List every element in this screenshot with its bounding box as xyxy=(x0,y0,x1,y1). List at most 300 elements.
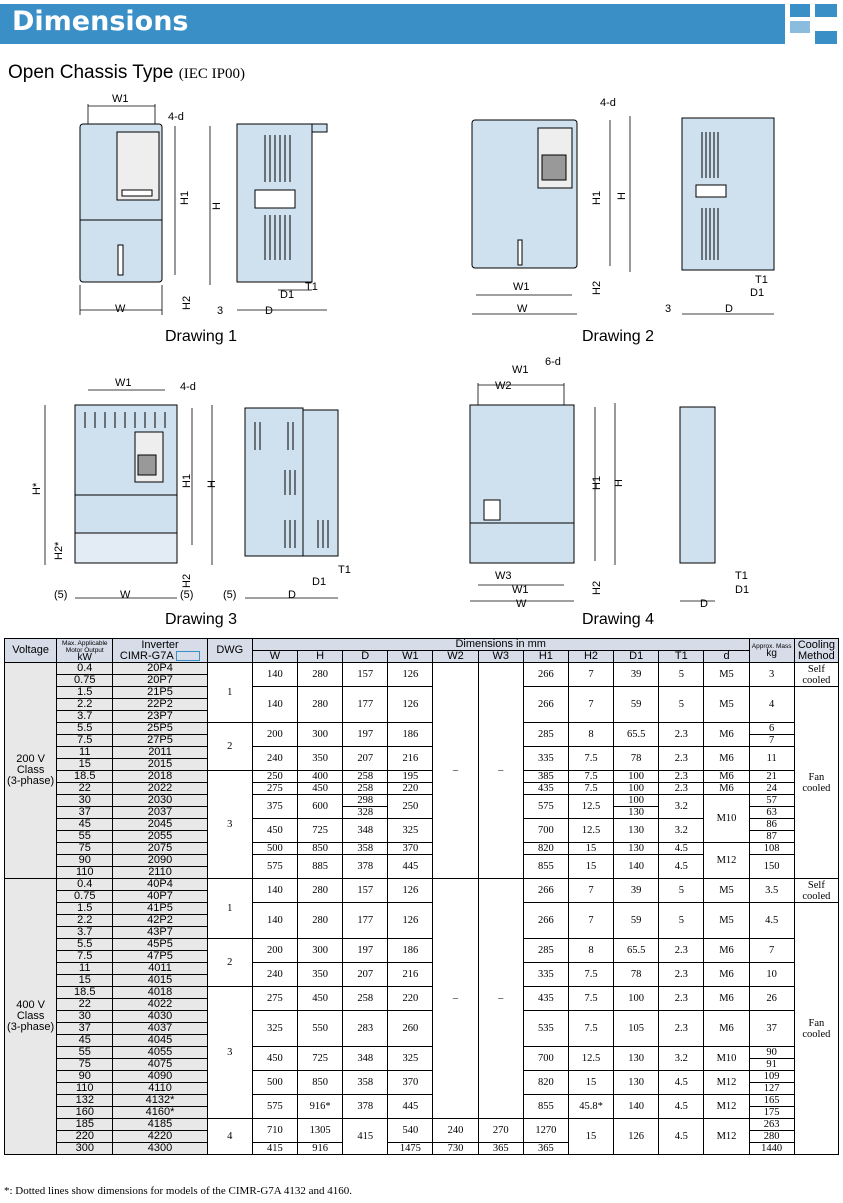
table-cell: 3 xyxy=(749,663,794,687)
table-cell: 140 xyxy=(252,903,297,939)
table-cell: 15 xyxy=(568,1071,613,1095)
table-cell: 325 xyxy=(252,1011,297,1047)
table-cell: 140 xyxy=(252,687,297,723)
model-code: 4300 xyxy=(113,1143,207,1155)
dim-label: H2 xyxy=(591,580,603,595)
motor-kw: 45 xyxy=(57,819,113,831)
table-cell: 550 xyxy=(298,1011,343,1047)
table-cell: 177 xyxy=(343,687,388,723)
dim-label: W xyxy=(115,303,126,315)
drawing-2 xyxy=(450,90,810,320)
model-code: 4160* xyxy=(113,1107,207,1119)
table-cell: 730 xyxy=(433,1143,478,1155)
table-cell: 240 xyxy=(252,963,297,987)
subtitle-iec: (IEC IP00) xyxy=(178,66,245,82)
dwg-number: 1 xyxy=(207,879,252,939)
table-cell: 126 xyxy=(388,687,433,723)
table-cell: 130 xyxy=(614,819,659,843)
table-cell: 435 xyxy=(523,783,568,795)
cooling-method: Self cooled xyxy=(794,879,838,903)
table-cell: 59 xyxy=(614,903,659,939)
table-cell: 385 xyxy=(523,771,568,783)
table-cell: 3.5 xyxy=(749,879,794,903)
model-code: 2030 xyxy=(113,795,207,807)
table-row xyxy=(5,663,839,675)
cooling-method: Fan cooled xyxy=(794,903,838,1155)
table-cell: 5 xyxy=(659,687,704,723)
table-cell: 240 xyxy=(252,747,297,771)
drawing-2-label: Drawing 2 xyxy=(582,328,655,345)
table-cell: 21 xyxy=(749,771,794,783)
table-cell: 7.5 xyxy=(568,783,613,795)
table-cell: 300 xyxy=(298,939,343,963)
model-code: 43P7 xyxy=(113,927,207,939)
th-col: D xyxy=(343,651,388,663)
dim-label: H2 xyxy=(181,573,193,588)
table-cell: 86 xyxy=(749,819,794,831)
dim-label: D1 xyxy=(312,576,327,588)
table-cell: 2.3 xyxy=(659,783,704,795)
table-cell: 6 xyxy=(749,723,794,735)
table-cell: M10 xyxy=(704,795,749,843)
table-cell: 300 xyxy=(298,723,343,747)
table-cell: 260 xyxy=(388,1011,433,1047)
table-cell: 575 xyxy=(252,855,297,879)
dim-label: D1 xyxy=(280,289,295,301)
table-cell: 328 xyxy=(343,807,388,819)
model-code: 27P5 xyxy=(113,735,207,747)
model-code: 2022 xyxy=(113,783,207,795)
table-cell: 65.5 xyxy=(614,723,659,747)
table-cell: M6 xyxy=(704,723,749,747)
table-cell: 5 xyxy=(659,879,704,903)
table-cell: 350 xyxy=(298,747,343,771)
table-cell: 435 xyxy=(523,987,568,1011)
table-cell: 7 xyxy=(568,879,613,903)
table-cell: 37 xyxy=(749,1011,794,1047)
motor-kw: 185 xyxy=(57,1119,113,1131)
table-cell: 177 xyxy=(343,903,388,939)
table-cell: 39 xyxy=(614,663,659,687)
table-cell: 325 xyxy=(388,1047,433,1071)
table-cell: M5 xyxy=(704,903,749,939)
motor-kw: 2.2 xyxy=(57,699,113,711)
table-cell: M6 xyxy=(704,747,749,771)
table-cell: 65.5 xyxy=(614,939,659,963)
table-cell: 378 xyxy=(343,1095,388,1119)
dimensions-table-wrap xyxy=(4,638,839,1155)
w3-dash: – xyxy=(478,663,523,879)
table-cell: 140 xyxy=(252,663,297,687)
motor-kw: 300 xyxy=(57,1143,113,1155)
table-cell: 108 xyxy=(749,843,794,855)
table-row xyxy=(5,747,839,759)
dim-label: D xyxy=(265,305,273,317)
table-cell: 4.5 xyxy=(749,903,794,939)
dwg-number: 2 xyxy=(207,723,252,771)
table-cell: 540 xyxy=(388,1119,433,1143)
table-cell: 285 xyxy=(523,723,568,747)
table-cell: 335 xyxy=(523,747,568,771)
cooling-method: Fan cooled xyxy=(794,687,838,879)
table-cell: 15 xyxy=(568,1119,613,1155)
table-cell: 78 xyxy=(614,747,659,771)
motor-kw: 0.75 xyxy=(57,675,113,687)
table-cell: 358 xyxy=(343,843,388,855)
voltage-class: 400 V Class (3-phase) xyxy=(5,879,57,1155)
table-row xyxy=(5,1011,839,1023)
th-cooling: Cooling Method xyxy=(794,639,838,663)
table-cell: M5 xyxy=(704,879,749,903)
table-cell: 57 xyxy=(749,795,794,807)
table-cell: 850 xyxy=(298,843,343,855)
table-cell: 335 xyxy=(523,963,568,987)
table-row xyxy=(5,783,839,795)
page-header xyxy=(0,0,843,46)
table-cell: 157 xyxy=(343,879,388,903)
table-cell: 100 xyxy=(614,795,659,807)
dim-label: T1 xyxy=(338,564,351,576)
table-cell: M5 xyxy=(704,663,749,687)
model-code: 2075 xyxy=(113,843,207,855)
motor-kw: 5.5 xyxy=(57,723,113,735)
motor-kw: 55 xyxy=(57,1047,113,1059)
model-code: 21P5 xyxy=(113,687,207,699)
table-cell: 298 xyxy=(343,795,388,807)
dim-label: T1 xyxy=(305,281,318,293)
table-cell: 4.5 xyxy=(659,1071,704,1095)
table-cell: M5 xyxy=(704,687,749,723)
table-cell: 186 xyxy=(388,723,433,747)
drawing-1-label: Drawing 1 xyxy=(165,328,238,345)
table-cell: 7 xyxy=(749,939,794,963)
table-cell: 7.5 xyxy=(568,963,613,987)
model-code: 4185 xyxy=(113,1119,207,1131)
table-row xyxy=(5,687,839,699)
dim-label: 4-d xyxy=(600,97,616,109)
table-cell: 195 xyxy=(388,771,433,783)
model-code: 4018 xyxy=(113,987,207,999)
table-cell: M12 xyxy=(704,1071,749,1095)
dwg-number: 4 xyxy=(207,1119,252,1155)
table-cell: 415 xyxy=(343,1119,388,1155)
dim-label: W1 xyxy=(512,364,529,376)
table-cell: 140 xyxy=(252,879,297,903)
side-panel-b xyxy=(303,410,338,556)
model-code: 20P7 xyxy=(113,675,207,687)
model-code: 2011 xyxy=(113,747,207,759)
table-cell: 127 xyxy=(749,1083,794,1095)
table-cell: 7.5 xyxy=(568,747,613,771)
w2-dash: – xyxy=(433,663,478,879)
model-code: 42P2 xyxy=(113,915,207,927)
side-panel-a xyxy=(245,408,303,556)
table-cell: M10 xyxy=(704,1047,749,1071)
dim-label: H1 xyxy=(591,190,603,205)
motor-kw: 15 xyxy=(57,975,113,987)
table-cell: 126 xyxy=(614,1119,659,1155)
dim-label: H xyxy=(206,480,218,488)
table-cell: 165 xyxy=(749,1095,794,1107)
table-cell: M6 xyxy=(704,771,749,783)
table-cell: 126 xyxy=(388,663,433,687)
table-cell: 2.3 xyxy=(659,987,704,1011)
motor-kw: 37 xyxy=(57,1023,113,1035)
th-col: H2 xyxy=(568,651,613,663)
table-cell: 197 xyxy=(343,939,388,963)
th-col: W3 xyxy=(478,651,523,663)
dim-label: H xyxy=(613,479,625,487)
motor-kw: 220 xyxy=(57,1131,113,1143)
dim-label: 4-d xyxy=(180,381,196,393)
table-cell: 500 xyxy=(252,843,297,855)
dwg-number: 1 xyxy=(207,663,252,723)
table-row xyxy=(5,1047,839,1059)
table-cell: 1305 xyxy=(298,1119,343,1143)
table-cell: 700 xyxy=(523,819,568,843)
table-cell: 575 xyxy=(252,1095,297,1119)
table-cell: 7 xyxy=(749,735,794,747)
table-cell: 90 xyxy=(749,1047,794,1059)
table-cell: 100 xyxy=(614,783,659,795)
table-cell: 126 xyxy=(388,903,433,939)
table-cell: 916 xyxy=(298,1143,343,1155)
table-cell: 283 xyxy=(343,1011,388,1047)
table-cell: 109 xyxy=(749,1071,794,1083)
dim-label: W3 xyxy=(495,570,512,582)
table-cell: 348 xyxy=(343,819,388,843)
model-code: 2055 xyxy=(113,831,207,843)
table-cell: 916* xyxy=(298,1095,343,1119)
table-cell: 130 xyxy=(614,807,659,819)
model-code: 4011 xyxy=(113,963,207,975)
motor-kw: 160 xyxy=(57,1107,113,1119)
table-cell: 7.5 xyxy=(568,1011,613,1047)
dim-label: W1 xyxy=(512,584,529,596)
table-cell: 2.3 xyxy=(659,1011,704,1047)
table-cell: 207 xyxy=(343,963,388,987)
dim-label: H2 xyxy=(181,295,193,310)
dim-label: 3 xyxy=(217,305,224,317)
th-col: H xyxy=(298,651,343,663)
th-col: W xyxy=(252,651,297,663)
table-row xyxy=(5,903,839,915)
table-cell: 266 xyxy=(523,687,568,723)
motor-kw: 7.5 xyxy=(57,735,113,747)
table-cell: 450 xyxy=(298,987,343,1011)
model-code: 2018 xyxy=(113,771,207,783)
table-cell: 39 xyxy=(614,879,659,903)
model-code: 4075 xyxy=(113,1059,207,1071)
table-cell: 12.5 xyxy=(568,819,613,843)
table-cell: 59 xyxy=(614,687,659,723)
table-cell: 78 xyxy=(614,963,659,987)
table-cell: 216 xyxy=(388,963,433,987)
table-cell: 378 xyxy=(343,855,388,879)
model-code: 23P7 xyxy=(113,711,207,723)
deco-square xyxy=(790,4,810,17)
motor-kw: 110 xyxy=(57,867,113,879)
table-cell: 820 xyxy=(523,843,568,855)
dim-label: H2* xyxy=(53,541,65,560)
dim-label: W2 xyxy=(495,380,512,392)
table-cell: M6 xyxy=(704,939,749,963)
table-cell: 450 xyxy=(252,819,297,843)
motor-kw: 11 xyxy=(57,747,113,759)
table-cell: 91 xyxy=(749,1059,794,1071)
table-cell: 126 xyxy=(388,879,433,903)
table-cell: 500 xyxy=(252,1071,297,1095)
table-cell: 885 xyxy=(298,855,343,879)
table-cell: 250 xyxy=(252,771,297,783)
table-cell: 375 xyxy=(252,795,297,819)
table-cell: 216 xyxy=(388,747,433,771)
table-cell: 266 xyxy=(523,903,568,939)
table-row xyxy=(5,771,839,783)
table-cell: 820 xyxy=(523,1071,568,1095)
table-cell: 2.3 xyxy=(659,939,704,963)
motor-kw: 18.5 xyxy=(57,771,113,783)
table-row xyxy=(5,879,839,891)
table-cell: 250 xyxy=(388,795,433,819)
dwg-number: 3 xyxy=(207,987,252,1119)
table-cell: 855 xyxy=(523,1095,568,1119)
dim-label: H1 xyxy=(591,475,603,490)
dim-label: D xyxy=(700,598,708,610)
table-cell: 445 xyxy=(388,1095,433,1119)
cooling-method: Self cooled xyxy=(794,663,838,687)
model-code: 40P4 xyxy=(113,879,207,891)
table-cell: 365 xyxy=(523,1143,568,1155)
th-col: W2 xyxy=(433,651,478,663)
motor-kw: 37 xyxy=(57,807,113,819)
dim-label: (5) xyxy=(54,589,68,601)
motor-kw: 2.2 xyxy=(57,915,113,927)
motor-kw: 0.4 xyxy=(57,663,113,675)
table-cell: 87 xyxy=(749,831,794,843)
model-code: 47P5 xyxy=(113,951,207,963)
table-cell: 130 xyxy=(614,843,659,855)
drawing-3-label: Drawing 3 xyxy=(165,611,238,628)
model-code: 4220 xyxy=(113,1131,207,1143)
th-mass: Approx. Mass kg xyxy=(749,639,794,663)
table-cell: 45.8* xyxy=(568,1095,613,1119)
motor-kw: 132 xyxy=(57,1095,113,1107)
table-cell: 450 xyxy=(252,1047,297,1071)
dim-label: 4-d xyxy=(168,111,184,123)
table-cell: M6 xyxy=(704,987,749,1011)
th-inverter: Inverter CIMR-G7A xyxy=(113,639,207,663)
model-code: 4110 xyxy=(113,1083,207,1095)
table-cell: 10 xyxy=(749,963,794,987)
table-cell: 258 xyxy=(343,987,388,1011)
table-cell: 26 xyxy=(749,987,794,1011)
th-dims: Dimensions in mm xyxy=(252,639,749,651)
model-code: 4030 xyxy=(113,1011,207,1023)
table-row xyxy=(5,795,839,807)
table-cell: 358 xyxy=(343,1071,388,1095)
model-code: 4022 xyxy=(113,999,207,1011)
dim-label: W1 xyxy=(115,377,132,389)
table-cell: 365 xyxy=(478,1143,523,1155)
th-col: H1 xyxy=(523,651,568,663)
table-cell: 140 xyxy=(614,1095,659,1119)
motor-kw: 55 xyxy=(57,831,113,843)
table-cell: 850 xyxy=(298,1071,343,1095)
table-cell: 263 xyxy=(749,1119,794,1131)
table-cell: 3.2 xyxy=(659,795,704,819)
table-cell: 600 xyxy=(298,795,343,819)
table-cell: 186 xyxy=(388,939,433,963)
table-cell: 4.5 xyxy=(659,1095,704,1119)
motor-kw: 11 xyxy=(57,963,113,975)
w3-dash: – xyxy=(478,879,523,1119)
table-cell: 7.5 xyxy=(568,771,613,783)
model-code: 22P2 xyxy=(113,699,207,711)
table-cell: 710 xyxy=(252,1119,297,1143)
table-row xyxy=(5,987,839,999)
model-code: 4037 xyxy=(113,1023,207,1035)
dim-label: W xyxy=(517,303,528,315)
table-cell: 157 xyxy=(343,663,388,687)
table-cell: 4.5 xyxy=(659,1119,704,1155)
motor-kw: 110 xyxy=(57,1083,113,1095)
motor-kw: 90 xyxy=(57,1071,113,1083)
dim-label: (5) xyxy=(180,589,194,601)
table-cell: 7.5 xyxy=(568,987,613,1011)
deco-square xyxy=(815,4,837,17)
table-row xyxy=(5,1119,839,1131)
dim-label: H xyxy=(616,192,628,200)
model-code: 2037 xyxy=(113,807,207,819)
th-col: d xyxy=(704,651,749,663)
subtitle-text: Open Chassis Type xyxy=(8,62,174,83)
table-cell: 2.3 xyxy=(659,963,704,987)
table-cell: 280 xyxy=(298,663,343,687)
table-cell: 220 xyxy=(388,987,433,1011)
table-cell: 575 xyxy=(523,795,568,819)
table-cell: 5 xyxy=(659,663,704,687)
motor-kw: 15 xyxy=(57,759,113,771)
table-cell: 450 xyxy=(298,783,343,795)
motor-kw: 45 xyxy=(57,1035,113,1047)
table-cell: 1270 xyxy=(523,1119,568,1143)
table-cell: 280 xyxy=(749,1131,794,1143)
deco-square xyxy=(815,31,837,44)
motor-kw: 30 xyxy=(57,795,113,807)
table-cell: 370 xyxy=(388,843,433,855)
table-cell: 1475 xyxy=(388,1143,433,1155)
table-cell: 280 xyxy=(298,879,343,903)
table-cell: M6 xyxy=(704,783,749,795)
table-cell: M12 xyxy=(704,1119,749,1155)
dwg-number: 2 xyxy=(207,939,252,987)
table-cell: 275 xyxy=(252,987,297,1011)
table-cell: 325 xyxy=(388,819,433,843)
table-cell: 24 xyxy=(749,783,794,795)
th-voltage: Voltage xyxy=(5,639,57,663)
motor-kw: 3.7 xyxy=(57,711,113,723)
motor-kw: 22 xyxy=(57,999,113,1011)
dim-label: H* xyxy=(31,482,43,495)
model-code: 4055 xyxy=(113,1047,207,1059)
table-cell: 275 xyxy=(252,783,297,795)
motor-kw: 30 xyxy=(57,1011,113,1023)
dimensions-table xyxy=(4,638,839,1155)
drawing-1 xyxy=(60,90,360,320)
side-panel xyxy=(680,407,715,563)
dim-label: W xyxy=(120,589,131,601)
